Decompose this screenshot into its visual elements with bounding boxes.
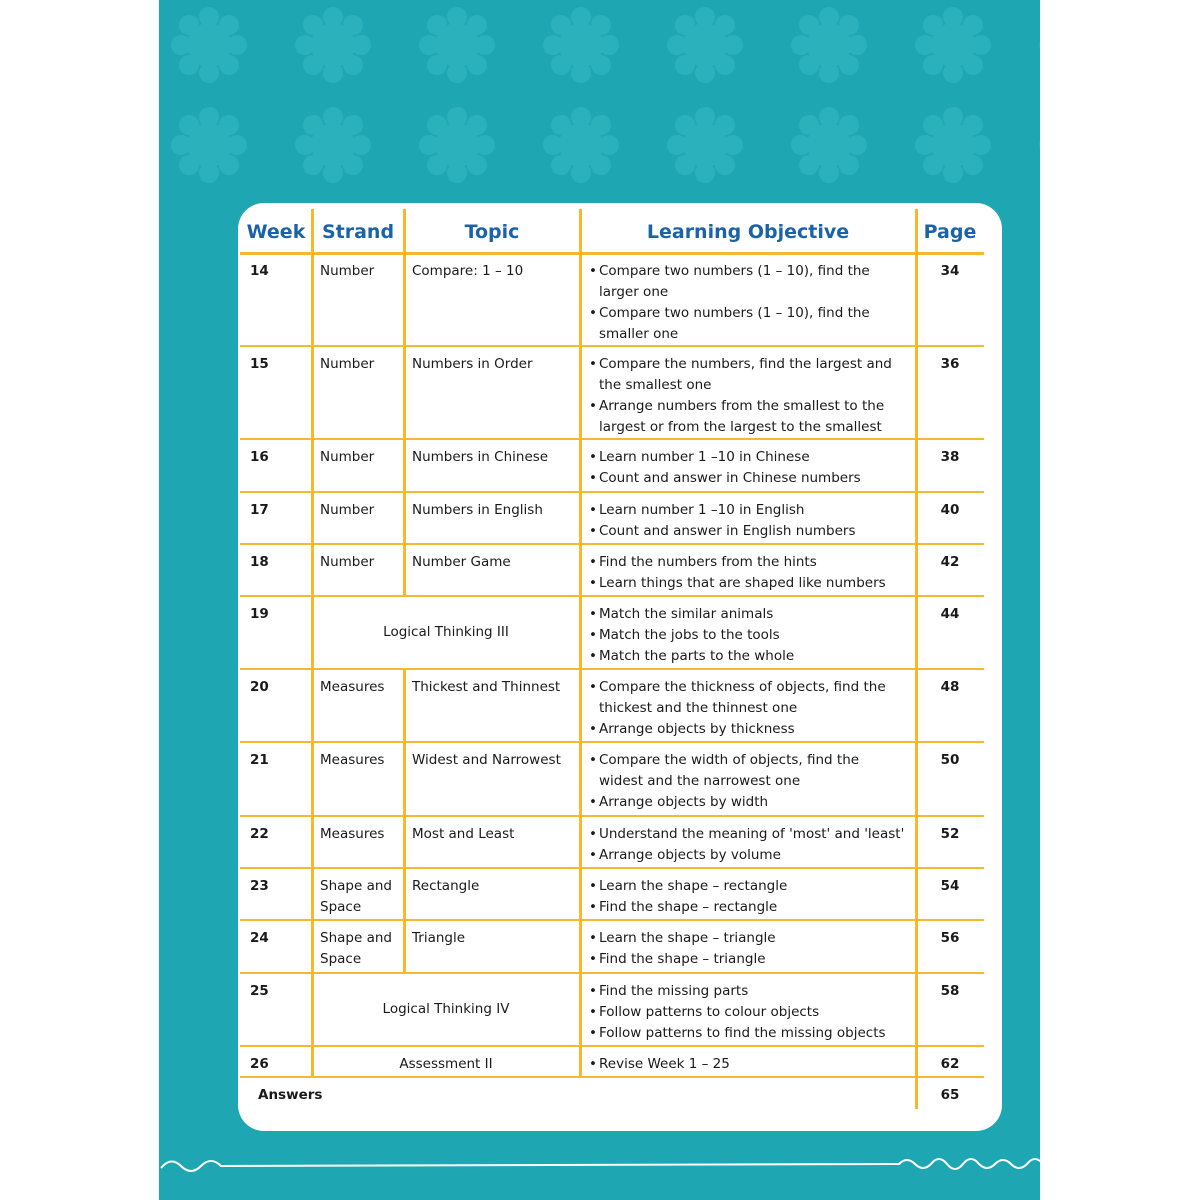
page-number: 56: [940, 930, 960, 946]
strand: Number: [320, 449, 375, 465]
objective-list: [589, 447, 905, 489]
learning-objectives: [589, 354, 905, 438]
objective-item: • Compare the width of objects, find the widest and the narrowest one: [589, 750, 905, 792]
page-number: 44: [940, 606, 960, 622]
learning-objectives: [589, 1054, 905, 1075]
row-rule: [240, 815, 984, 817]
topic: Number Game: [412, 554, 511, 570]
week-number: 16: [250, 449, 269, 465]
objective-list: [589, 500, 905, 542]
header-week: Week: [246, 221, 306, 243]
topic: Triangle: [412, 930, 466, 946]
header-strand: Strand: [321, 221, 395, 243]
objective-list: [589, 261, 905, 345]
week-number: 20: [250, 679, 269, 695]
week-number: 14: [250, 263, 269, 279]
objective-item: • Understand the meaning of 'most' and 'least': [589, 824, 905, 845]
objective-list: [589, 1054, 905, 1075]
answers-label: Answers: [258, 1087, 323, 1103]
objective-list: [589, 981, 905, 1044]
row-rule: [240, 1076, 984, 1078]
strand: Measures: [320, 826, 385, 842]
topic: Rectangle: [412, 878, 480, 894]
week-number: 21: [250, 752, 269, 768]
column-rule: [579, 209, 582, 1077]
objective-list: [589, 354, 905, 438]
objective-item: • Arrange objects by thickness: [589, 719, 905, 740]
objective-item: • Find the shape – rectangle: [589, 897, 905, 918]
objective-item: • Learn the shape – rectangle: [589, 876, 905, 897]
week-number: 17: [250, 502, 269, 518]
objective-item: • Compare two numbers (1 – 10), find the smaller one: [589, 303, 905, 345]
objective-item: • Count and answer in Chinese numbers: [589, 468, 905, 489]
learning-objectives: [589, 677, 905, 740]
objective-item: • Revise Week 1 – 25: [589, 1054, 905, 1075]
merged-topic: Logical Thinking IV: [382, 1001, 510, 1017]
objective-item: • Learn number 1 –10 in English: [589, 500, 905, 521]
week-number: 19: [250, 606, 269, 622]
objective-list: [589, 824, 905, 866]
objective-list: [589, 677, 905, 740]
strand: Number: [320, 502, 375, 518]
row-rule: [240, 252, 984, 255]
topic: Most and Least: [412, 826, 515, 842]
column-rule: [403, 669, 406, 973]
strand: Number: [320, 554, 375, 570]
learning-objectives: [589, 552, 905, 594]
learning-objectives: [589, 447, 905, 489]
week-number: 15: [250, 356, 269, 372]
strand: Shape and Space: [320, 878, 392, 915]
page-number: 42: [940, 554, 960, 570]
page-number: 36: [940, 356, 960, 372]
strand: Number: [320, 356, 375, 372]
week-number: 18: [250, 554, 269, 570]
objective-list: [589, 928, 905, 970]
objective-list: [589, 750, 905, 813]
objective-item: • Learn number 1 –10 in Chinese: [589, 447, 905, 468]
row-rule: [240, 972, 984, 974]
contents-card: [238, 203, 1002, 1131]
objective-item: • Match the parts to the whole: [589, 646, 905, 667]
objective-list: [589, 552, 905, 594]
objective-item: • Learn things that are shaped like numbers: [589, 573, 905, 594]
row-rule: [240, 867, 984, 869]
week-number: 24: [250, 930, 269, 946]
learning-objectives: [589, 750, 905, 813]
page-number: 58: [940, 983, 960, 999]
objective-item: • Find the numbers from the hints: [589, 552, 905, 573]
objective-item: • Learn the shape – triangle: [589, 928, 905, 949]
row-rule: [240, 595, 984, 597]
row-rule: [240, 668, 984, 670]
objective-list: [589, 604, 905, 667]
page-number: 34: [940, 263, 960, 279]
objective-item: • Arrange numbers from the smallest to the largest or from the largest to the smallest: [589, 396, 905, 438]
page-number: 62: [940, 1056, 960, 1072]
column-rule: [311, 209, 314, 1077]
header-page: Page: [923, 221, 977, 243]
column-rule: [915, 209, 918, 1109]
row-rule: [240, 543, 984, 545]
objective-item: • Arrange objects by volume: [589, 845, 905, 866]
strand: Measures: [320, 679, 385, 695]
page-number: 40: [940, 502, 960, 518]
topic: Numbers in Order: [412, 356, 533, 372]
strand: Number: [320, 263, 375, 279]
row-rule: [240, 438, 984, 440]
row-rule: [240, 741, 984, 743]
objective-item: • Count and answer in English numbers: [589, 521, 905, 542]
answers-page-number: 65: [940, 1087, 960, 1103]
week-number: 26: [250, 1056, 269, 1072]
row-rule: [240, 1045, 984, 1047]
wavy-line-decoration: [161, 1159, 1040, 1171]
row-rule: [240, 345, 984, 347]
learning-objectives: [589, 928, 905, 970]
page-number: 48: [940, 679, 960, 695]
column-rule: [403, 209, 406, 596]
objective-item: • Follow patterns to find the missing objects: [589, 1023, 905, 1044]
strand: Measures: [320, 752, 385, 768]
objective-item: • Find the shape – triangle: [589, 949, 905, 970]
strand: Shape and Space: [320, 930, 392, 967]
objective-item: • Match the jobs to the tools: [589, 625, 905, 646]
header-topic: Topic: [464, 221, 520, 243]
topic: Numbers in Chinese: [412, 449, 549, 465]
week-number: 25: [250, 983, 269, 999]
objective-item: • Match the similar animals: [589, 604, 905, 625]
page-number: 52: [940, 826, 960, 842]
learning-objectives: [589, 604, 905, 667]
page-number: 38: [940, 449, 960, 465]
merged-topic: Assessment II: [399, 1056, 493, 1072]
objective-item: • Compare two numbers (1 – 10), find the larger one: [589, 261, 905, 303]
row-rule: [240, 919, 984, 921]
objective-item: • Compare the thickness of objects, find the thickest and the thinnest one: [589, 677, 905, 719]
page-number: 54: [940, 878, 960, 894]
topic: Numbers in English: [412, 502, 543, 518]
objective-item: • Find the missing parts: [589, 981, 905, 1002]
learning-objectives: [589, 824, 905, 866]
objective-item: • Arrange objects by width: [589, 792, 905, 813]
objective-item: • Compare the numbers, find the largest and the smallest one: [589, 354, 905, 396]
objective-item: • Follow patterns to colour objects: [589, 1002, 905, 1023]
merged-topic: Logical Thinking III: [383, 624, 509, 640]
page-number: 50: [940, 752, 960, 768]
week-number: 23: [250, 878, 269, 894]
topic: Widest and Narrowest: [412, 752, 561, 768]
topic: Thickest and Thinnest: [412, 679, 561, 695]
learning-objectives: [589, 876, 905, 918]
week-number: 22: [250, 826, 269, 842]
learning-objectives: [589, 261, 905, 345]
row-rule: [240, 491, 984, 493]
learning-objectives: [589, 500, 905, 542]
contents-table: [238, 203, 1002, 1131]
objective-list: [589, 876, 905, 918]
header-objective: Learning Objective: [646, 221, 850, 243]
topic: Compare: 1 – 10: [412, 263, 524, 279]
learning-objectives: [589, 981, 905, 1044]
